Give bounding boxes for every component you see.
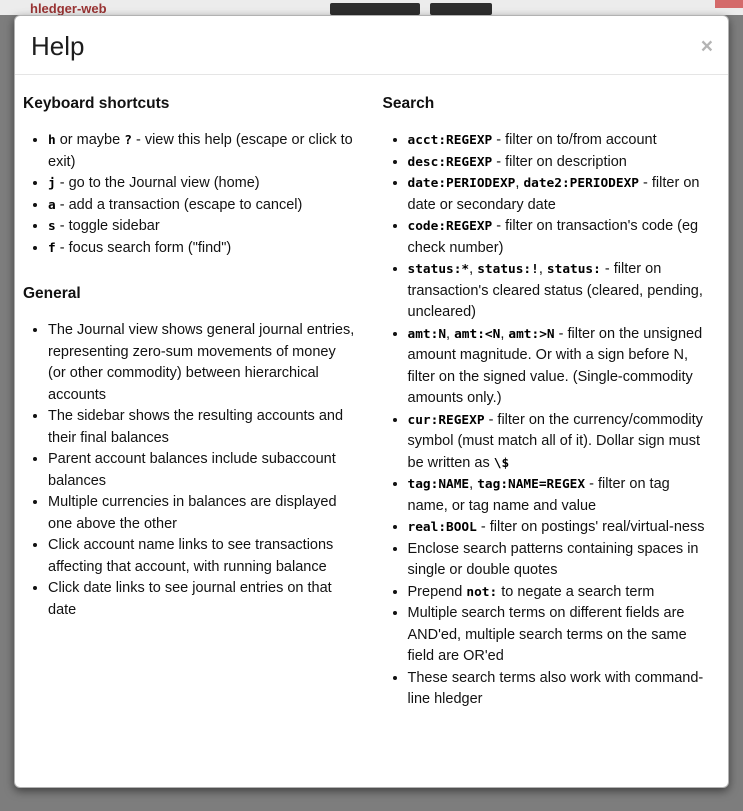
help-list-item: • date:PERIODEXP, date2:PERIODEXP - filter on date or secondary date: [408, 173, 715, 216]
code-token: tag:NAME: [407, 477, 470, 492]
code-token: s: [48, 219, 56, 234]
help-list: [383, 130, 715, 711]
help-list-item: • Click date links to see journal entries on that date: [48, 578, 355, 621]
help-list-item: • code:REGEXP - filter on transaction's code (eg check number): [408, 216, 715, 259]
code-token: f: [48, 240, 56, 256]
section-heading: General: [23, 285, 81, 302]
help-list-item: • Prepend not: to negate a search term: [408, 582, 715, 604]
help-list-item: • Multiple currencies in balances are displayed one above the other: [48, 492, 355, 535]
code-token: amt:N: [407, 326, 447, 342]
help-list-item: • Parent account balances include subaccount balances: [48, 449, 355, 492]
help-list-item: • The sidebar shows the resulting accounts and their final balances: [48, 406, 355, 449]
code-token: h: [48, 133, 56, 148]
code-token: \$: [493, 455, 510, 471]
hledger-web-brand-link[interactable]: hledger-web: [30, 1, 107, 15]
code-token: date2:PERIODEXP: [523, 176, 640, 191]
help-list: [23, 130, 355, 259]
code-token: cur:REGEXP: [407, 412, 485, 428]
page-heading-partial: [330, 3, 420, 15]
help-list-item: • The Journal view shows general journal entries, representing zero-sum movements of money (or other commodity) between hierarchical accounts: [48, 320, 355, 406]
help-list-item: • Multiple search terms on different fields are AND'ed, multiple search terms on the same field are OR'ed: [408, 603, 715, 668]
help-list-item: • cur:REGEXP - filter on the currency/commodity symbol (must match all of it). Dollar sign must be written as \$: [408, 410, 715, 475]
help-list-item: • real:BOOL - filter on postings' real/virtual-ness: [408, 517, 715, 539]
help-list-item: • status:*, status:!, status: - filter on transaction's cleared status (cleared, pending, uncleared): [408, 259, 715, 324]
code-token: desc:REGEXP: [407, 154, 493, 170]
topbar-red-element: [715, 0, 743, 8]
code-token: status:: [546, 262, 601, 277]
code-token: date:PERIODEXP: [407, 176, 516, 191]
code-token: not:: [466, 584, 498, 600]
help-list-item: • Click account name links to see transactions affecting that account, with running balance: [48, 535, 355, 578]
code-token: a: [48, 197, 56, 213]
help-column-left: [23, 85, 355, 629]
code-token: code:REGEXP: [407, 219, 493, 234]
code-token: amt:>N: [508, 326, 555, 342]
help-list-item: • j - go to the Journal view (home): [48, 173, 355, 195]
help-list-item: • s - toggle sidebar: [48, 216, 355, 238]
help-list-item: • tag:NAME, tag:NAME=REGEX - filter on tag name, or tag name and value: [408, 474, 715, 517]
code-token: ?: [124, 133, 132, 148]
code-token: j: [48, 176, 56, 191]
code-token: amt:<N: [454, 326, 501, 342]
page-behind-modal: [0, 0, 743, 15]
help-column-right: [383, 85, 715, 719]
code-token: status:*: [407, 262, 470, 277]
help-list-item: • amt:N, amt:<N, amt:>N - filter on the unsigned amount magnitude. Or with a sign before N, filter on the signed value. (Single-commodity amounts only.): [408, 324, 715, 410]
help-list-item: • Enclose search patterns containing spaces in single or double quotes: [408, 539, 715, 582]
help-list-item: • desc:REGEXP - filter on description: [408, 152, 715, 174]
code-token: tag:NAME=REGEX: [477, 477, 586, 492]
code-token: status:!: [477, 262, 539, 277]
help-list-item: • f - focus search form ("find"): [48, 238, 355, 260]
help-modal-title: Help: [31, 31, 85, 61]
help-list-item: • These search terms also work with command-line hledger: [408, 668, 715, 711]
close-icon[interactable]: ×: [700, 35, 713, 58]
help-modal-header: [15, 16, 728, 75]
help-list-item: • a - add a transaction (escape to cancel): [48, 195, 355, 217]
help-list-item: • h or maybe ? - view this help (escape or click to exit): [48, 130, 355, 173]
help-modal: [14, 15, 729, 788]
help-modal-body: [15, 75, 728, 739]
code-token: real:BOOL: [407, 520, 477, 535]
section-heading: Keyboard shortcuts: [23, 95, 170, 112]
page-heading-partial: [430, 3, 492, 15]
help-list-item: • acct:REGEXP - filter on to/from account: [408, 130, 715, 152]
help-list: [23, 320, 355, 621]
code-token: acct:REGEXP: [407, 133, 493, 148]
section-heading: Search: [382, 95, 435, 112]
